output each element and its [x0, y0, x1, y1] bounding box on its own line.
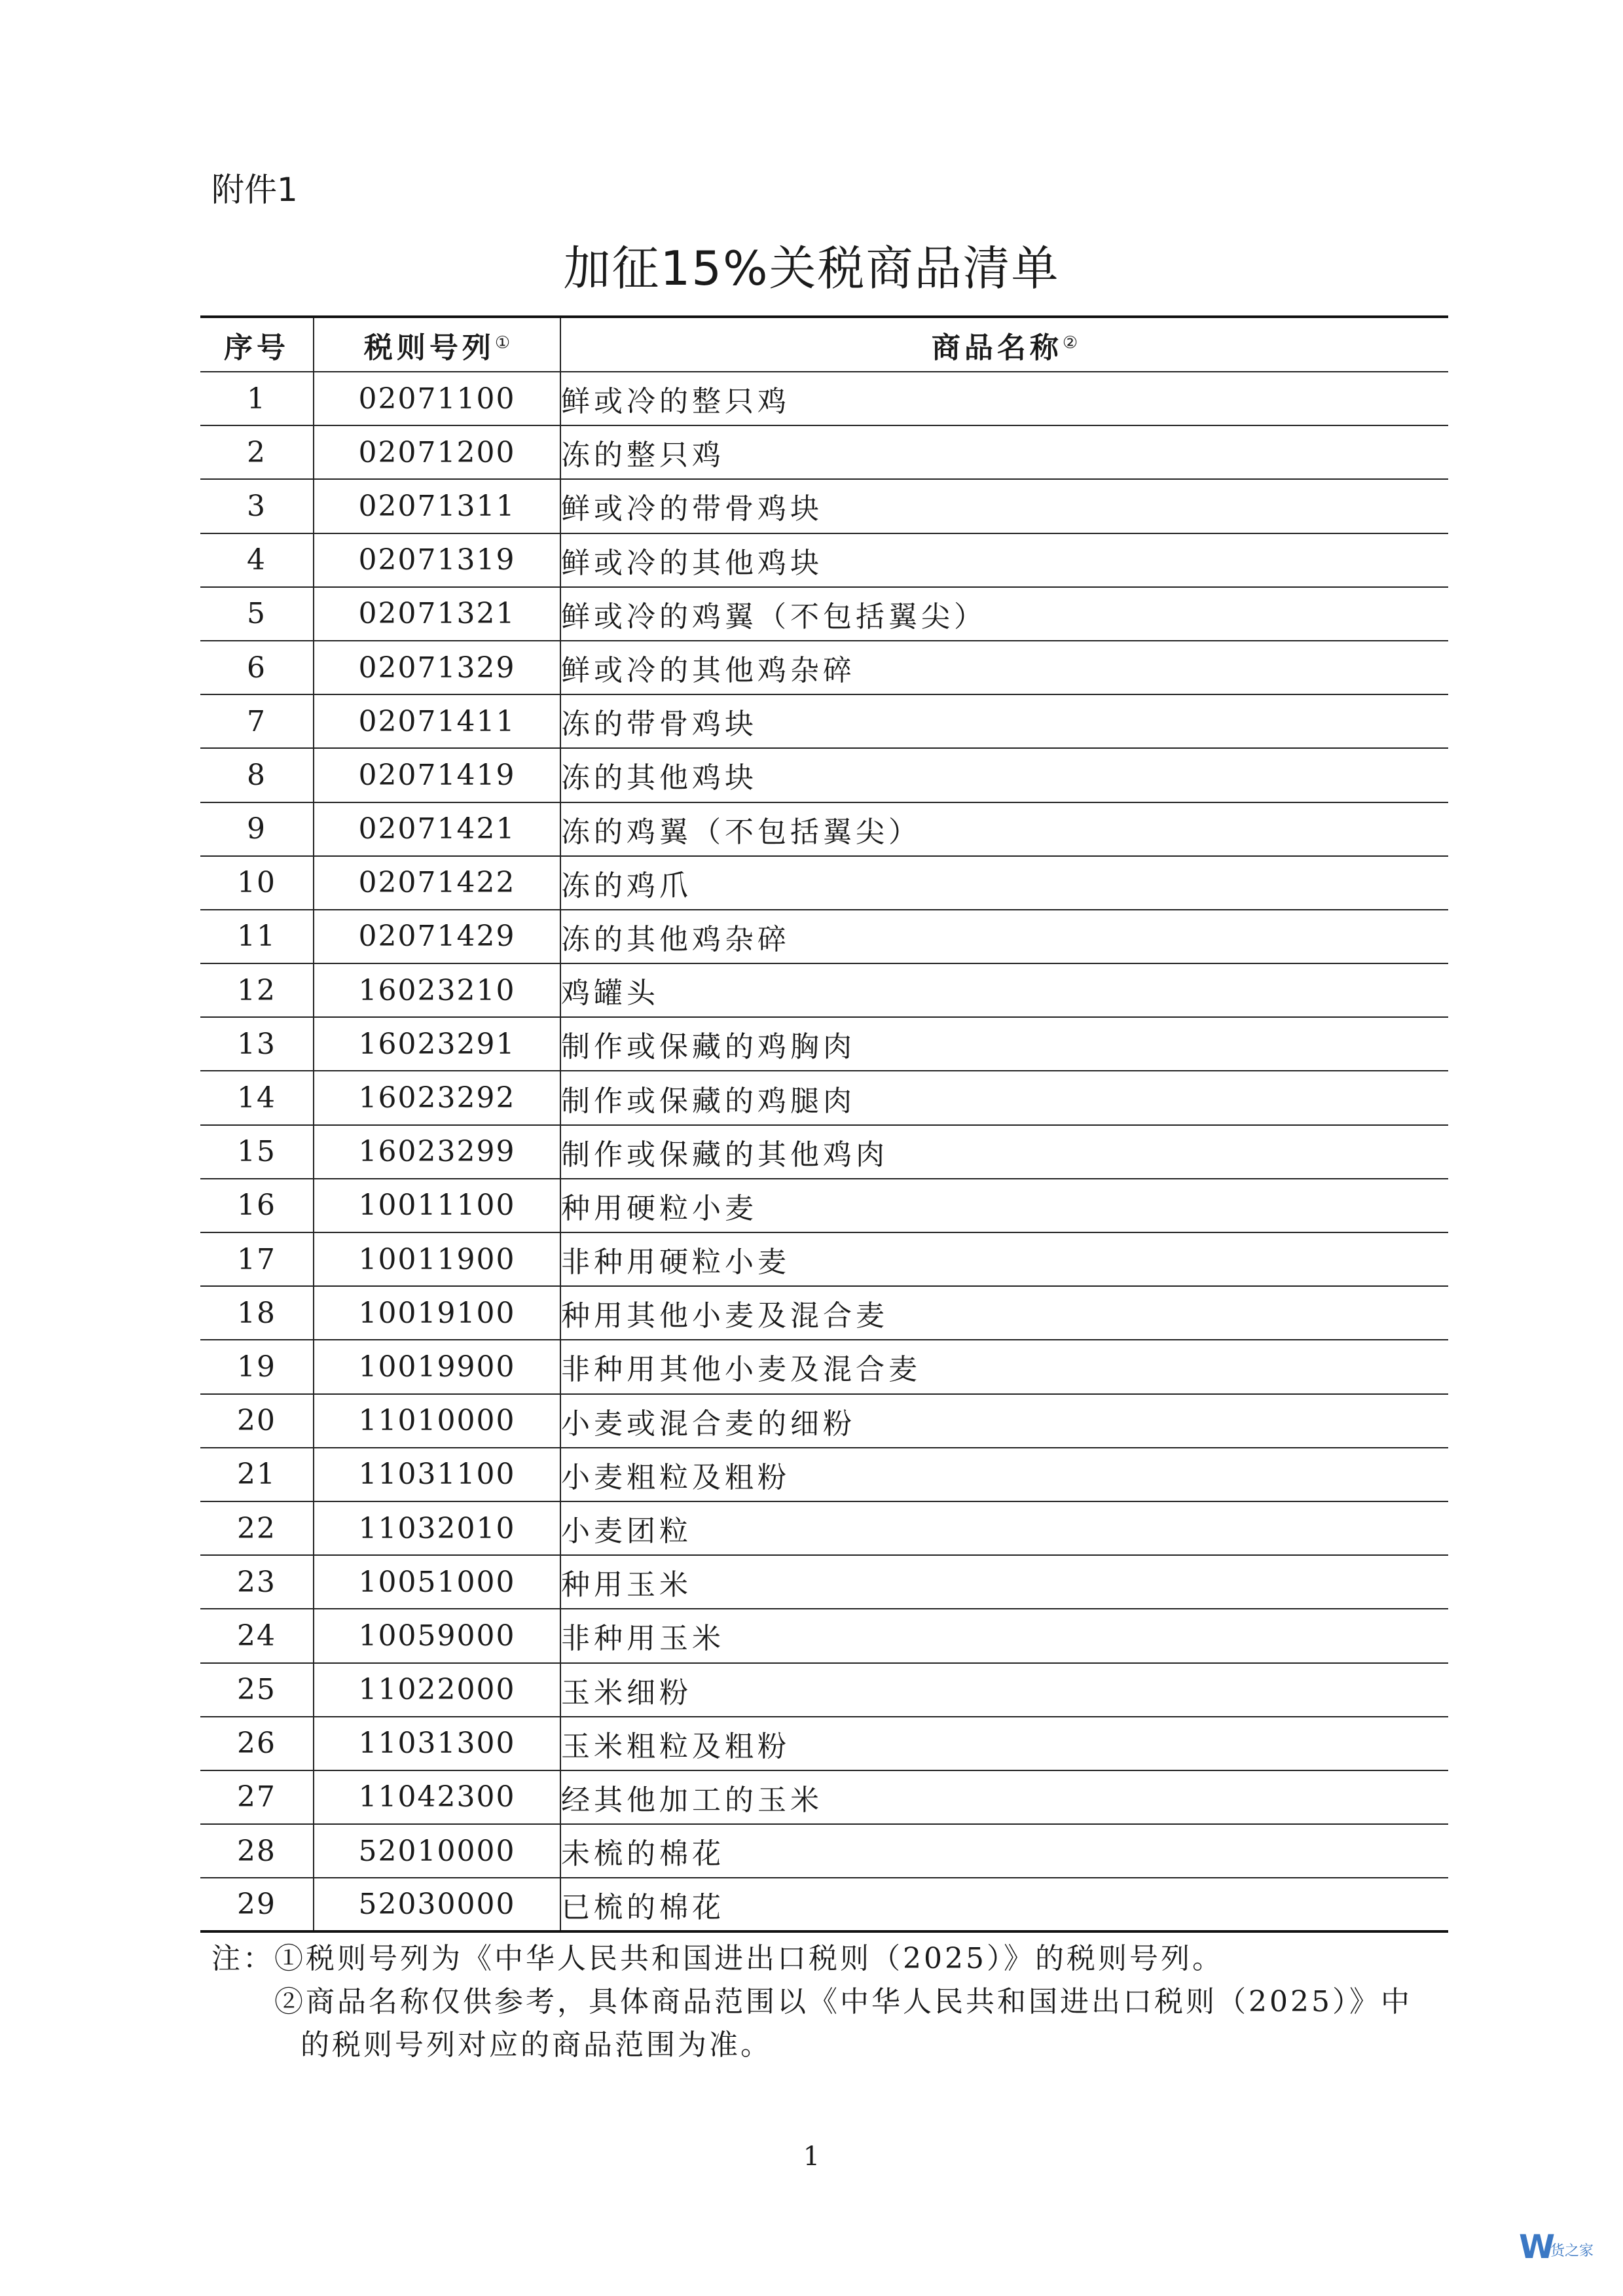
row-index: 15 — [200, 1125, 314, 1179]
row-product-name: 冻的鸡爪 — [560, 856, 1448, 910]
row-product-name: 鲜或冷的整只鸡 — [560, 372, 1448, 425]
row-product-name: 制作或保藏的其他鸡肉 — [560, 1125, 1448, 1179]
row-index: 2 — [200, 425, 314, 479]
watermark-mark: W — [1519, 2228, 1556, 2266]
table-row — [200, 748, 1448, 802]
row-product-name: 种用玉米 — [560, 1555, 1448, 1609]
row-product-name: 冻的带骨鸡块 — [560, 694, 1448, 748]
row-product-name: 鸡罐头 — [560, 963, 1448, 1017]
row-product-name: 鲜或冷的其他鸡杂碎 — [560, 641, 1448, 694]
row-tariff-code: 11022000 — [314, 1663, 560, 1717]
note-2-line-1: ②商品名称仅供参考，具体商品范围以《中华人民共和国进出口税则（2025）》中 — [274, 1985, 1412, 2018]
table-row — [200, 856, 1448, 910]
row-index: 29 — [200, 1878, 314, 1931]
table-row — [200, 1017, 1448, 1071]
row-index: 9 — [200, 802, 314, 856]
table-row — [200, 910, 1448, 963]
document-title: 加征15%关税商品清单 — [563, 241, 1060, 296]
table-row — [200, 802, 1448, 856]
row-product-name: 小麦粗粒及粗粉 — [560, 1448, 1448, 1501]
row-tariff-code: 02071419 — [314, 748, 560, 802]
row-tariff-code: 02071411 — [314, 694, 560, 748]
table-row — [200, 1448, 1448, 1501]
table-row — [200, 1878, 1448, 1931]
table-row — [200, 963, 1448, 1017]
row-tariff-code: 52030000 — [314, 1878, 560, 1931]
table-row — [200, 587, 1448, 641]
header-product-name: 商品名称② — [560, 317, 1448, 372]
row-tariff-code: 11031300 — [314, 1717, 560, 1770]
footnote-mark-1: ① — [494, 332, 511, 353]
table-row — [200, 479, 1448, 533]
row-product-name: 种用其他小麦及混合麦 — [560, 1286, 1448, 1340]
table-row — [200, 1501, 1448, 1555]
row-tariff-code: 02071311 — [314, 479, 560, 533]
row-index: 16 — [200, 1179, 314, 1232]
table-row — [200, 1394, 1448, 1448]
row-tariff-code: 02071421 — [314, 802, 560, 856]
row-tariff-code: 16023299 — [314, 1125, 560, 1179]
row-product-name: 非种用玉米 — [560, 1609, 1448, 1662]
row-product-name: 未梳的棉花 — [560, 1824, 1448, 1878]
row-tariff-code: 10019900 — [314, 1340, 560, 1393]
footnote-mark-2: ② — [1062, 332, 1078, 353]
row-tariff-code: 10011100 — [314, 1179, 560, 1232]
row-index: 13 — [200, 1017, 314, 1071]
row-tariff-code: 52010000 — [314, 1824, 560, 1878]
row-index: 18 — [200, 1286, 314, 1340]
row-product-name: 冻的其他鸡块 — [560, 748, 1448, 802]
row-tariff-code: 11042300 — [314, 1770, 560, 1824]
tariff-goods-table — [200, 315, 1448, 1933]
row-tariff-code: 10051000 — [314, 1555, 560, 1609]
row-product-name: 冻的整只鸡 — [560, 425, 1448, 479]
row-product-name: 已梳的棉花 — [560, 1878, 1448, 1931]
table-row — [200, 425, 1448, 479]
row-tariff-code: 16023292 — [314, 1071, 560, 1124]
header-index: 序号 — [200, 317, 314, 372]
watermark-logo — [1519, 2225, 1611, 2278]
row-tariff-code: 11032010 — [314, 1501, 560, 1555]
row-index: 22 — [200, 1501, 314, 1555]
row-index: 11 — [200, 910, 314, 963]
row-index: 5 — [200, 587, 314, 641]
table-row — [200, 372, 1448, 425]
row-index: 21 — [200, 1448, 314, 1501]
row-index: 4 — [200, 533, 314, 587]
table-row — [200, 1609, 1448, 1662]
row-tariff-code: 10011900 — [314, 1232, 560, 1286]
table-row — [200, 1232, 1448, 1286]
row-index: 24 — [200, 1609, 314, 1662]
row-tariff-code: 02071321 — [314, 587, 560, 641]
note-1-text: ①税则号列为《中华人民共和国进出口税则（2025）》的税则号列。 — [274, 1942, 1224, 1975]
row-index: 17 — [200, 1232, 314, 1286]
note-1 — [211, 1937, 1442, 1981]
row-product-name: 鲜或冷的带骨鸡块 — [560, 479, 1448, 533]
row-index: 1 — [200, 372, 314, 425]
row-product-name: 种用硬粒小麦 — [560, 1179, 1448, 1232]
note-2-line-2: 的税则号列对应的商品范围为准。 — [301, 2028, 772, 2062]
row-index: 6 — [200, 641, 314, 694]
row-index: 28 — [200, 1824, 314, 1878]
row-tariff-code: 16023291 — [314, 1017, 560, 1071]
attachment-label: 附件1 — [211, 171, 298, 209]
table-row — [200, 694, 1448, 748]
table-row — [200, 1663, 1448, 1717]
table-row — [200, 641, 1448, 694]
row-index: 20 — [200, 1394, 314, 1448]
row-tariff-code: 16023210 — [314, 963, 560, 1017]
table-row — [200, 1340, 1448, 1393]
table-row — [200, 1770, 1448, 1824]
row-product-name: 制作或保藏的鸡腿肉 — [560, 1071, 1448, 1124]
row-product-name: 非种用其他小麦及混合麦 — [560, 1340, 1448, 1393]
table-row — [200, 1125, 1448, 1179]
row-tariff-code: 02071422 — [314, 856, 560, 910]
table-row — [200, 1824, 1448, 1878]
row-tariff-code: 11031100 — [314, 1448, 560, 1501]
row-index: 7 — [200, 694, 314, 748]
row-index: 25 — [200, 1663, 314, 1717]
table-row — [200, 1717, 1448, 1770]
row-index: 3 — [200, 479, 314, 533]
row-tariff-code: 02071329 — [314, 641, 560, 694]
table-row — [200, 1286, 1448, 1340]
table-header-row — [200, 317, 1448, 372]
row-tariff-code: 10019100 — [314, 1286, 560, 1340]
header-tariff-code: 税则号列① — [314, 317, 560, 372]
row-product-name: 冻的其他鸡杂碎 — [560, 910, 1448, 963]
row-index: 27 — [200, 1770, 314, 1824]
row-index: 8 — [200, 748, 314, 802]
row-product-name: 小麦或混合麦的细粉 — [560, 1394, 1448, 1448]
table-row — [200, 1071, 1448, 1124]
row-tariff-code: 11010000 — [314, 1394, 560, 1448]
row-index: 19 — [200, 1340, 314, 1393]
row-product-name: 鲜或冷的鸡翼（不包括翼尖） — [560, 587, 1448, 641]
row-product-name: 冻的鸡翼（不包括翼尖） — [560, 802, 1448, 856]
row-product-name: 玉米细粉 — [560, 1663, 1448, 1717]
row-tariff-code: 02071319 — [314, 533, 560, 587]
page-number: 1 — [803, 2142, 820, 2172]
row-index: 26 — [200, 1717, 314, 1770]
table-row — [200, 533, 1448, 587]
notes-prefix: 注： — [211, 1942, 274, 1975]
table-row — [200, 1555, 1448, 1609]
row-product-name: 玉米粗粒及粗粉 — [560, 1717, 1448, 1770]
row-index: 10 — [200, 856, 314, 910]
table-row — [200, 1179, 1448, 1232]
row-product-name: 制作或保藏的鸡胸肉 — [560, 1017, 1448, 1071]
row-product-name: 鲜或冷的其他鸡块 — [560, 533, 1448, 587]
row-product-name: 经其他加工的玉米 — [560, 1770, 1448, 1824]
row-product-name: 小麦团粒 — [560, 1501, 1448, 1555]
row-index: 12 — [200, 963, 314, 1017]
row-index: 23 — [200, 1555, 314, 1609]
row-tariff-code: 02071200 — [314, 425, 560, 479]
row-tariff-code: 02071429 — [314, 910, 560, 963]
table-body — [200, 372, 1448, 1931]
watermark-text: 货之家 — [1550, 2243, 1594, 2259]
row-index: 14 — [200, 1071, 314, 1124]
row-product-name: 非种用硬粒小麦 — [560, 1232, 1448, 1286]
row-tariff-code: 10059000 — [314, 1609, 560, 1662]
row-tariff-code: 02071100 — [314, 372, 560, 425]
notes-section — [211, 1937, 1442, 2067]
